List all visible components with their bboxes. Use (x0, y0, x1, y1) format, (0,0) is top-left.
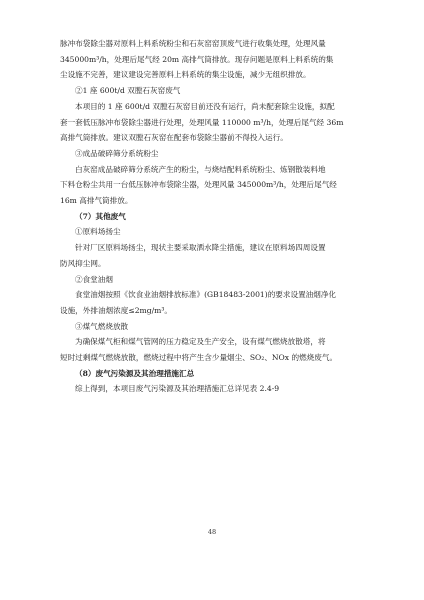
paragraph-line: 食堂油烟按照《饮食业油烟排放标准》(GB18483-2001)的要求设置油烟净化 (75, 290, 337, 300)
subheading: ③煤气燃烧放散 (75, 321, 129, 331)
section-heading: （8）废气污染源及其治理措施汇总 (75, 368, 195, 378)
paragraph-line: 高排气筒排放。建议双膛石灰窑在配套布袋除尘器前不得投入运行。 (60, 133, 288, 143)
subheading: ②食堂油烟 (75, 274, 113, 284)
paragraph-line: 套一套低压脉冲布袋除尘器进行处理，处理风量 110000 m³/h，处理后尾气经 36m (60, 117, 344, 127)
paragraph-line: 为确保煤气柜和煤气管网的压力稳定及生产安全，设有煤气燃烧放散塔，将 (75, 337, 326, 347)
paragraph-line: 短时过剩煤气燃烧放散，燃烧过程中将产生含少量烟尘、SO₂、NOx 的燃烧废气。 (60, 353, 338, 363)
subheading: ③成品破碎筛分系统粉尘 (75, 148, 159, 158)
paragraph-line: 防风抑尘网。 (60, 258, 106, 268)
body-text (60, 36, 368, 397)
paragraph-line: 下料仓粉尘共用一台低压脉冲布袋除尘器，处理风量 345000m³/h，处理后尾气经 (60, 180, 337, 190)
paragraph-line: 16m 高排气筒排放。 (60, 196, 133, 206)
paragraph-line: 综上得到，本项目废气污染源及其治理措施汇总详见表 2.4-9 (75, 384, 280, 394)
subheading: ①原料场扬尘 (75, 227, 121, 237)
section-heading: （7）其他废气 (75, 211, 126, 221)
paragraph-line: 设施，外排油烟浓度≤2mg/m³。 (60, 305, 172, 315)
paragraph-line: 尘设施不完善，建议建设完善原料上料系统的集尘设施，减少无组织排放。 (60, 70, 311, 80)
paragraph-line: 本项目的 1 座 600t/d 双膛石灰窑目前还没有运行，尚未配套除尘设施，拟配 (75, 101, 335, 111)
subheading: ②1 座 600t/d 双膛石灰窑废气 (75, 86, 181, 96)
page-number: 48 (207, 528, 217, 536)
paragraph-line: 白灰窑成品破碎筛分系统产生的粉尘，与烧结配料系统粉尘、炼钢散装料地 (75, 164, 326, 174)
paragraph-line: 345000m³/h，处理后尾气经 20m 高排气筒排放。现存问题是原料上料系统的集 (60, 54, 334, 64)
paragraph-line: 脉冲布袋除尘器对原料上料系统粉尘和石灰窑窑顶废气进行收集处理，处理风量 (60, 39, 326, 48)
paragraph-line: 针对厂区原料场扬尘，现状主要采取洒水降尘措施，建议在原料场四周设置 (75, 243, 326, 253)
